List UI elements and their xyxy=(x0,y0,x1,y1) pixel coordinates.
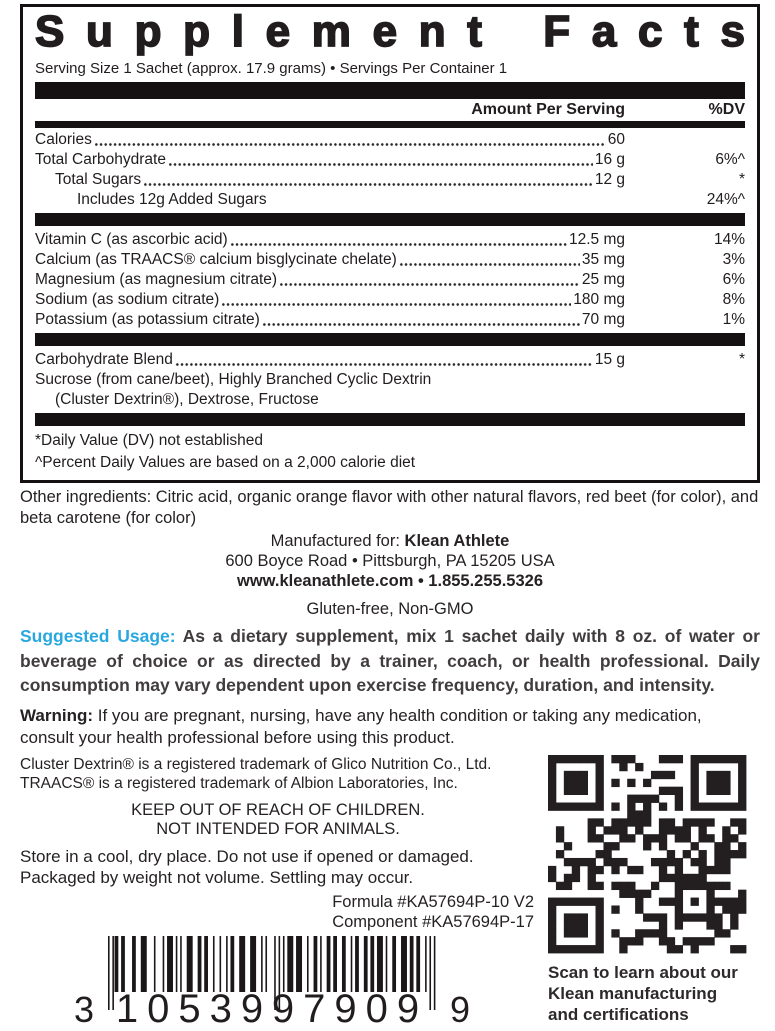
suggested-usage xyxy=(20,624,760,698)
amount-value: 25 mg xyxy=(581,271,625,288)
dv-value: * xyxy=(738,171,745,188)
trademark-notes xyxy=(20,755,536,794)
manufacturer-block xyxy=(20,531,760,591)
nutrient-row xyxy=(35,250,745,270)
svg-text:9: 9 xyxy=(450,988,480,1030)
nutrient-row xyxy=(35,350,745,370)
nutrient-label: Calcium (as TRAACS® calcium bisglycinate chelate) xyxy=(35,251,397,268)
dv-value: * xyxy=(738,351,745,368)
bottom-right-column xyxy=(548,755,760,1031)
leader-dots xyxy=(267,190,625,210)
nutrient-label: Total Carbohydrate xyxy=(35,151,166,168)
suggested-usage-label: Suggested Usage: xyxy=(20,626,183,646)
footnotes xyxy=(35,430,745,474)
supplement-label-page xyxy=(0,4,775,1031)
upc-barcode-graphic xyxy=(72,934,480,1031)
dv-value: 6% xyxy=(722,271,745,288)
dv-value: 14% xyxy=(713,231,745,248)
leader-dots xyxy=(399,250,580,270)
serving-info: Serving Size 1 Sachet (approx. 17.9 grams) • Servings Per Container 1 xyxy=(35,60,508,77)
amount-value: 70 mg xyxy=(581,311,625,328)
storage-line: Store in a cool, dry place. Do not use if opened or damaged. xyxy=(20,846,474,866)
leader-dots xyxy=(94,130,606,150)
dv-column-header: %DV xyxy=(708,101,745,118)
warning-text: If you are pregnant, nursing, have any health condition or taking any medication, consult your health professional before using this product. xyxy=(20,705,702,747)
caution-notes xyxy=(20,801,536,840)
amount-value: 15 g xyxy=(594,351,625,368)
manufacturer-name: Klean Athlete xyxy=(404,532,510,550)
amount-value: 16 g xyxy=(594,151,625,168)
nutrient-label: Calories xyxy=(35,131,92,148)
manufacturer-address: 600 Boyce Road • Pittsburgh, PA 15205 USA xyxy=(225,552,555,570)
product-codes xyxy=(20,892,536,932)
warning xyxy=(20,705,760,749)
nutrient-label: Potassium (as potassium citrate) xyxy=(35,311,260,328)
nutrient-label: Total Sugars xyxy=(55,171,142,188)
divider-bar xyxy=(35,82,745,99)
other-ingredients: Other ingredients: Citric acid, organic orange flavor with other natural flavors, red beet (for color), and beta carotene (for color) xyxy=(20,488,759,527)
panel-title: S u p p l e m e n t F a c t s xyxy=(35,7,745,56)
svg-text:3: 3 xyxy=(74,988,104,1030)
dv-value: 24%^ xyxy=(706,191,745,208)
amount-value: 12.5 mg xyxy=(568,231,625,248)
svg-text:97909: 97909 xyxy=(271,986,429,1031)
blend-description-line: Sucrose (from cane/beet), Highly Branched Cyclic Dextrin xyxy=(35,371,432,388)
trademark-line: Cluster Dextrin® is a registered trademark of Glico Nutrition Co., Ltd. xyxy=(20,755,492,773)
nutrient-row xyxy=(35,150,745,170)
amount-value: 60 xyxy=(607,131,625,148)
warning-label: Warning: xyxy=(20,705,98,725)
amount-value: 12 g xyxy=(594,171,625,188)
manufactured-for-line xyxy=(20,531,760,551)
divider-bar xyxy=(35,213,745,226)
label-lower-text xyxy=(20,487,760,1031)
nutrient-row xyxy=(35,270,745,290)
column-headers xyxy=(35,99,745,120)
dv-value xyxy=(625,130,745,150)
amount-column-header: Amount Per Serving xyxy=(471,101,625,118)
leader-dots xyxy=(175,350,593,370)
nutrient-label: Vitamin C (as ascorbic acid) xyxy=(35,231,228,248)
caution-line: NOT INTENDED FOR ANIMALS. xyxy=(156,820,400,838)
nutrient-row xyxy=(35,170,745,190)
nutrient-table xyxy=(35,130,745,410)
footnote-line: ^Percent Daily Values are based on a 2,000 calorie diet xyxy=(35,454,416,471)
qr-caption xyxy=(548,962,760,1025)
dv-value: 6%^ xyxy=(715,151,745,168)
trademark-line: TRAACS® is a registered trademark of Albion Laboratories, Inc. xyxy=(20,775,458,792)
svg-text:10539: 10539 xyxy=(115,986,273,1031)
qr-code-icon xyxy=(548,755,746,953)
qr-caption-line: and certifications xyxy=(548,1004,689,1024)
bottom-area xyxy=(20,755,760,1031)
leader-dots xyxy=(143,170,593,190)
nutrient-label: Sodium (as sodium citrate) xyxy=(35,291,220,308)
nutrient-label: Carbohydrate Blend xyxy=(35,351,173,368)
nutrient-row xyxy=(35,290,745,310)
caution-line: KEEP OUT OF REACH OF CHILDREN. xyxy=(131,800,425,819)
leader-dots xyxy=(221,290,571,310)
dv-value: 1% xyxy=(722,311,745,328)
suggested-usage-text: As a dietary supplement, mix 1 sachet daily with 8 oz. of water or beverage of choice or as directed by a trainer, coach, or health professional. Daily consumption may vary dependent upon exercise frequency, duration, and intensity. xyxy=(20,626,760,695)
footnote-line: *Daily Value (DV) not established xyxy=(35,432,264,449)
divider-bar xyxy=(35,413,745,426)
leader-dots xyxy=(262,310,580,330)
qr-caption-line: Scan to learn about our xyxy=(548,962,738,982)
leader-dots xyxy=(279,270,580,290)
dv-value: 8% xyxy=(722,291,745,308)
nutrient-label: Magnesium (as magnesium citrate) xyxy=(35,271,278,288)
leader-dots xyxy=(230,230,567,250)
blend-description-line: (Cluster Dextrin®), Dextrose, Fructose xyxy=(55,391,319,408)
storage-notes xyxy=(20,846,536,889)
nutrient-row xyxy=(35,190,745,210)
manufactured-for-prefix: Manufactured for: xyxy=(270,532,405,550)
manufacturer-contact: www.kleanathlete.com • 1.855.255.5326 xyxy=(237,572,543,590)
divider-bar xyxy=(35,333,745,346)
dv-value: 3% xyxy=(722,251,745,268)
formula-number: Formula #KA57694P-10 V2 xyxy=(332,892,534,911)
claims-line: Gluten-free, Non-GMO xyxy=(306,600,474,618)
storage-line: Packaged by weight not volume. Settling may occur. xyxy=(20,868,414,887)
amount-value: 35 mg xyxy=(581,251,625,268)
nutrient-row xyxy=(35,130,745,150)
qr-caption-line: Klean manufacturing xyxy=(548,983,718,1003)
nutrient-label: Includes 12g Added Sugars xyxy=(77,191,267,208)
supplement-facts-panel xyxy=(20,4,760,483)
upc-barcode xyxy=(72,934,536,1031)
amount-value: 180 mg xyxy=(573,291,625,308)
nutrient-row xyxy=(35,230,745,250)
component-number: Component #KA57694P-17 xyxy=(332,912,534,931)
leader-dots xyxy=(168,150,593,170)
nutrient-row xyxy=(35,310,745,330)
divider-bar xyxy=(35,121,745,128)
bottom-left-column xyxy=(20,755,548,1031)
